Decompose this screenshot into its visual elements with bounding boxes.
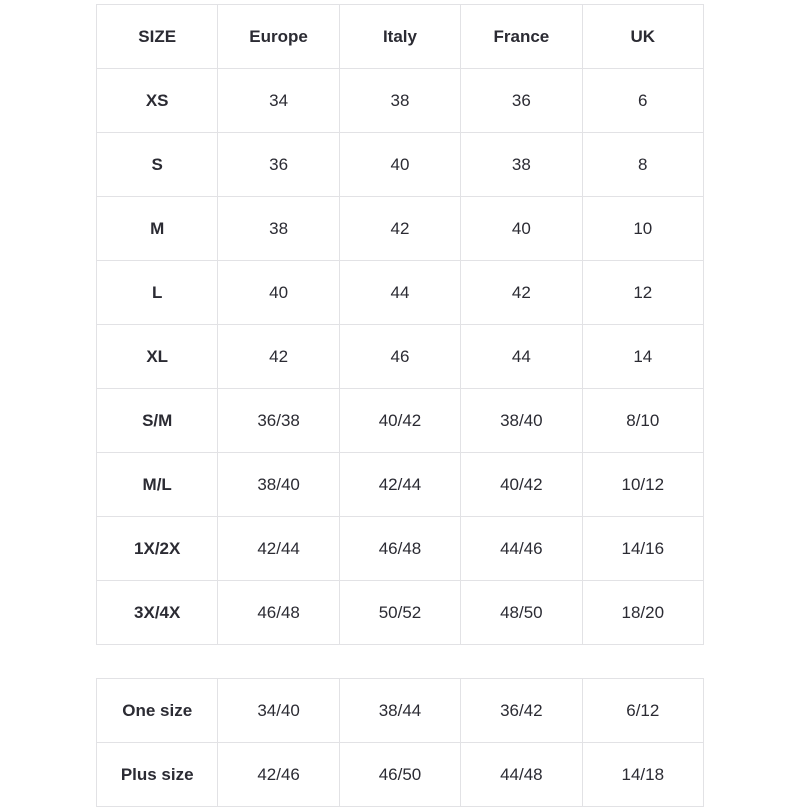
- cell-italy: 44: [339, 261, 460, 325]
- column-header-europe: Europe: [218, 5, 339, 69]
- cell-uk: 8: [582, 133, 703, 197]
- cell-europe: 40: [218, 261, 339, 325]
- cell-size: XS: [97, 69, 218, 133]
- cell-uk: 10/12: [582, 453, 703, 517]
- table-row: [97, 517, 704, 581]
- one-size-conversion-table: [96, 678, 704, 807]
- table-row: [97, 69, 704, 133]
- cell-uk: 18/20: [582, 581, 703, 645]
- cell-uk: 6: [582, 69, 703, 133]
- cell-uk: 14/16: [582, 517, 703, 581]
- table-row: [97, 133, 704, 197]
- cell-italy: 46: [339, 325, 460, 389]
- table-row: [97, 197, 704, 261]
- cell-france: 44/46: [461, 517, 582, 581]
- cell-europe: 34: [218, 69, 339, 133]
- column-header-italy: Italy: [339, 5, 460, 69]
- table-row: [97, 581, 704, 645]
- column-header-france: France: [461, 5, 582, 69]
- cell-italy: 42/44: [339, 453, 460, 517]
- cell-uk: 10: [582, 197, 703, 261]
- cell-size: M: [97, 197, 218, 261]
- cell-italy: 46/50: [339, 743, 460, 807]
- column-header-uk: UK: [582, 5, 703, 69]
- cell-france: 38/40: [461, 389, 582, 453]
- cell-france: 36: [461, 69, 582, 133]
- extra-table-body: [97, 679, 704, 807]
- table-row: [97, 679, 704, 743]
- column-header-size: SIZE: [97, 5, 218, 69]
- cell-uk: 8/10: [582, 389, 703, 453]
- table-row: [97, 389, 704, 453]
- cell-europe: 38: [218, 197, 339, 261]
- cell-europe: 42: [218, 325, 339, 389]
- cell-europe: 34/40: [218, 679, 339, 743]
- cell-italy: 42: [339, 197, 460, 261]
- cell-uk: 6/12: [582, 679, 703, 743]
- cell-uk: 12: [582, 261, 703, 325]
- cell-size: M/L: [97, 453, 218, 517]
- table-header: [97, 5, 704, 69]
- cell-size: S/M: [97, 389, 218, 453]
- table-row: [97, 325, 704, 389]
- cell-size: 3X/4X: [97, 581, 218, 645]
- cell-france: 48/50: [461, 581, 582, 645]
- cell-uk: 14: [582, 325, 703, 389]
- cell-size: One size: [97, 679, 218, 743]
- table-row: [97, 261, 704, 325]
- size-conversion-table: [96, 4, 704, 645]
- cell-europe: 46/48: [218, 581, 339, 645]
- cell-size: S: [97, 133, 218, 197]
- cell-size: 1X/2X: [97, 517, 218, 581]
- cell-italy: 40/42: [339, 389, 460, 453]
- table-spacer: [96, 645, 704, 678]
- cell-europe: 42/44: [218, 517, 339, 581]
- table-header-row: [97, 5, 704, 69]
- cell-uk: 14/18: [582, 743, 703, 807]
- cell-size: L: [97, 261, 218, 325]
- cell-europe: 42/46: [218, 743, 339, 807]
- cell-italy: 50/52: [339, 581, 460, 645]
- cell-france: 40/42: [461, 453, 582, 517]
- table-body: [97, 69, 704, 645]
- cell-france: 42: [461, 261, 582, 325]
- cell-france: 44: [461, 325, 582, 389]
- cell-italy: 40: [339, 133, 460, 197]
- cell-italy: 38: [339, 69, 460, 133]
- cell-france: 40: [461, 197, 582, 261]
- cell-size: Plus size: [97, 743, 218, 807]
- cell-size: XL: [97, 325, 218, 389]
- cell-france: 38: [461, 133, 582, 197]
- table-row: [97, 743, 704, 807]
- table-row: [97, 453, 704, 517]
- cell-italy: 46/48: [339, 517, 460, 581]
- cell-france: 44/48: [461, 743, 582, 807]
- cell-europe: 38/40: [218, 453, 339, 517]
- cell-europe: 36/38: [218, 389, 339, 453]
- cell-france: 36/42: [461, 679, 582, 743]
- cell-italy: 38/44: [339, 679, 460, 743]
- cell-europe: 36: [218, 133, 339, 197]
